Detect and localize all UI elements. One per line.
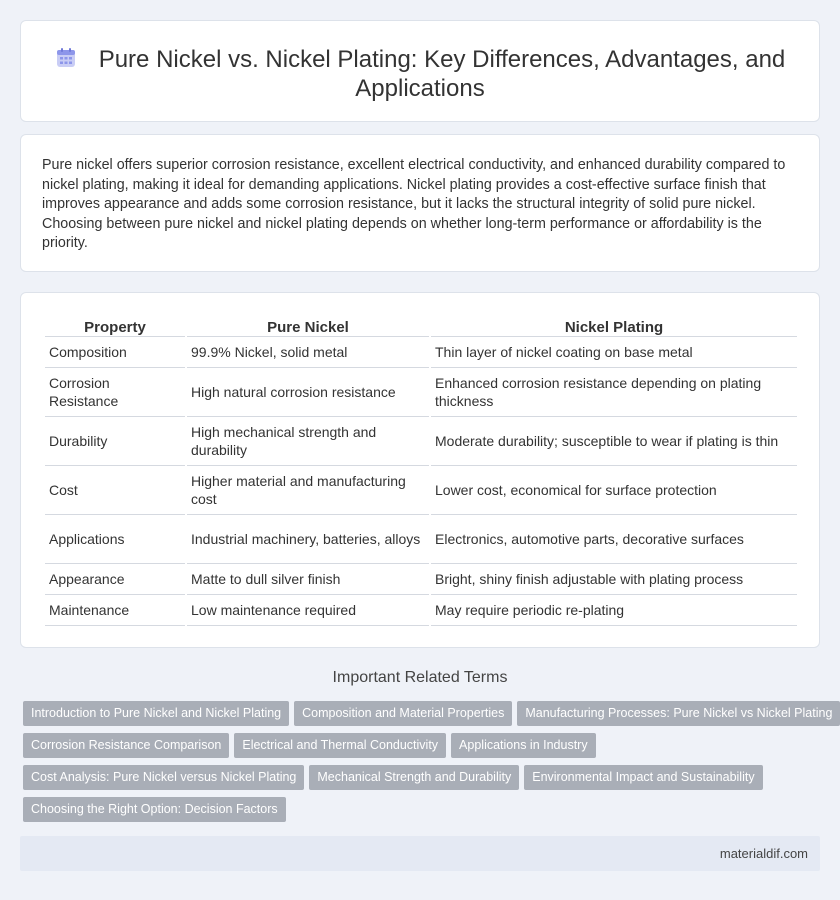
- intro-card: [20, 134, 820, 272]
- property-cell: Composition: [45, 337, 185, 368]
- comparison-table: [43, 315, 799, 626]
- related-term-tag[interactable]: Applications in Industry: [451, 733, 596, 758]
- related-term-tag[interactable]: Corrosion Resistance Comparison: [23, 733, 229, 758]
- footer: [20, 836, 820, 871]
- comparison-card: [20, 292, 820, 648]
- nickel-plating-cell: Lower cost, economical for surface protection: [431, 466, 797, 515]
- pure-nickel-cell: Higher material and manufacturing cost: [187, 466, 429, 515]
- related-term-tag[interactable]: Introduction to Pure Nickel and Nickel Plating: [23, 701, 289, 726]
- table-row: [45, 337, 797, 368]
- property-cell: Applications: [45, 515, 185, 564]
- property-cell: Corrosion Resistance: [45, 368, 185, 417]
- related-term-tag[interactable]: Choosing the Right Option: Decision Factors: [23, 797, 286, 822]
- nickel-plating-cell: Bright, shiny finish adjustable with plating process: [431, 564, 797, 595]
- intro-paragraph: Pure nickel offers superior corrosion resistance, excellent electrical conductivity, and enhanced durability compared to nickel plating, making it ideal for demanding applications. Nickel plating provides a cost-effective surface finish that improves appearance and adds some corrosion resistance, but it lacks the structural integrity of solid pure nickel. Choosing between pure nickel and nickel plating depends on whether long-term performance or affordability is the priority.: [42, 157, 786, 251]
- property-cell: Maintenance: [45, 595, 185, 626]
- page-title-wrap: [21, 45, 819, 103]
- table-row: [45, 466, 797, 515]
- header-nickel-plating: Nickel Plating: [431, 315, 797, 337]
- header-pure-nickel: Pure Nickel: [187, 315, 429, 337]
- header-property: Property: [45, 315, 185, 337]
- pure-nickel-cell: Low maintenance required: [187, 595, 429, 626]
- nickel-plating-cell: Enhanced corrosion resistance depending on plating thickness: [431, 368, 797, 417]
- pure-nickel-cell: Matte to dull silver finish: [187, 564, 429, 595]
- table-row: [45, 564, 797, 595]
- table-row: [45, 595, 797, 626]
- table-row: [45, 515, 797, 564]
- pure-nickel-cell: Industrial machinery, batteries, alloys: [187, 515, 429, 564]
- related-terms-title: Important Related Terms: [332, 669, 508, 686]
- nickel-plating-cell: May require periodic re-plating: [431, 595, 797, 626]
- related-term-tag[interactable]: Composition and Material Properties: [294, 701, 512, 726]
- nickel-plating-cell: Moderate durability; susceptible to wear if plating is thin: [431, 417, 797, 466]
- related-term-tag[interactable]: Manufacturing Processes: Pure Nickel vs Nickel Plating: [517, 701, 840, 726]
- property-cell: Durability: [45, 417, 185, 466]
- pure-nickel-cell: 99.9% Nickel, solid metal: [187, 337, 429, 368]
- nickel-plating-cell: Thin layer of nickel coating on base metal: [431, 337, 797, 368]
- table-header-row: [45, 315, 797, 337]
- title-card: [20, 20, 820, 122]
- related-term-tag[interactable]: Electrical and Thermal Conductivity: [234, 733, 446, 758]
- property-cell: Appearance: [45, 564, 185, 595]
- table-row: [45, 417, 797, 466]
- pure-nickel-cell: High mechanical strength and durability: [187, 417, 429, 466]
- calendar-icon: [55, 47, 77, 69]
- related-term-tag[interactable]: Environmental Impact and Sustainability: [524, 765, 762, 790]
- related-term-tag[interactable]: Cost Analysis: Pure Nickel versus Nickel Plating: [23, 765, 304, 790]
- page-title: Pure Nickel vs. Nickel Plating: Key Differences, Advantages, and Applications: [98, 46, 786, 102]
- related-terms-list: [23, 701, 833, 829]
- nickel-plating-cell: Electronics, automotive parts, decorative surfaces: [431, 515, 797, 564]
- footer-site-link[interactable]: materialdif.com: [719, 846, 808, 861]
- property-cell: Cost: [45, 466, 185, 515]
- table-row: [45, 368, 797, 417]
- related-term-tag[interactable]: Mechanical Strength and Durability: [309, 765, 519, 790]
- pure-nickel-cell: High natural corrosion resistance: [187, 368, 429, 417]
